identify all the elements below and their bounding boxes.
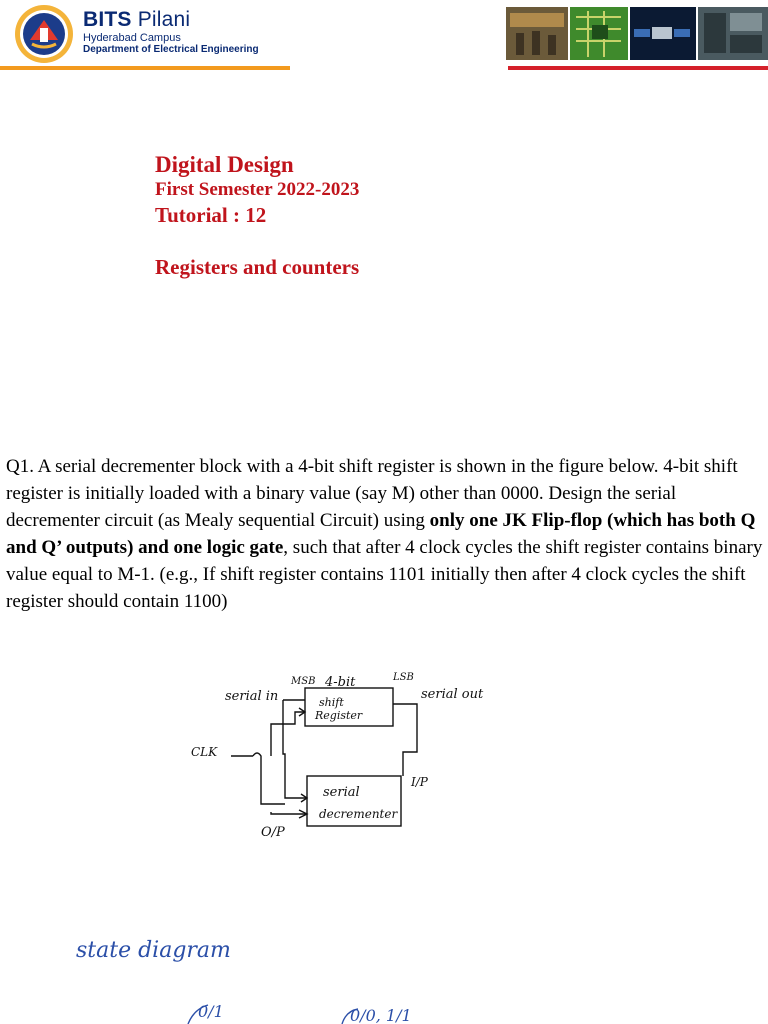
label-serial-in: serial in [225,689,279,704]
label-lsb: LSB [393,672,414,683]
label-msb: MSB [291,676,316,687]
state-label-a: 0/1 [198,1002,224,1021]
page-header [0,0,768,72]
header-photo-strip [506,7,768,60]
semester-label: First Semester 2022-2023 [155,179,360,200]
topic-label: Registers and counters [155,255,360,279]
label-shift: shift [319,696,344,709]
question-text-bold: only one JK Flip-flop (which has both Q and Q’ outputs) and one logic gate [6,510,756,558]
question-text-start: Q1. A serial decrementer block with a 4-bit shift register is shown in the figure below. 4-bit shift register is initially loaded with a binary value (say M) other than 0000. Design the serial decrementer circuit (as Mealy sequential Circuit) using [6,456,738,531]
block-diagram [185,664,505,854]
state-diagram-sketch [60,925,480,1024]
brand-block [83,9,259,56]
bits-logo [14,4,74,64]
title-block [155,152,359,280]
brand-name: BITS Pilani [83,8,191,31]
label-serial-out: serial out [421,687,484,702]
state-label-b: 0/0, 1/1 [350,1006,412,1024]
state-diagram-heading: state diagram [76,938,231,963]
question-1 [6,453,764,615]
course-title: Digital Design [155,152,294,177]
label-register: Register [315,709,363,722]
header-orange-rule [0,66,290,70]
label-serial: serial [323,785,360,800]
question-text-end: , such that after 4 clock cycles the shift register contains binary value equal to M-1. (e.g., If shift register contains 1101 initially then after 4 clock cycles the shift register should contain 1100) [6,537,763,612]
label-4bit: 4-bit [325,675,356,690]
header-red-rule [508,66,768,70]
label-ip: I/P [411,775,428,789]
tutorial-label: Tutorial : 12 [155,203,267,227]
label-op: O/P [261,825,285,840]
label-decrementer: decrementer [319,807,398,821]
department-label: Department of Electrical Engineering [83,44,259,55]
campus-label: Hyderabad Campus [83,32,181,44]
label-clk: CLK [191,745,218,759]
